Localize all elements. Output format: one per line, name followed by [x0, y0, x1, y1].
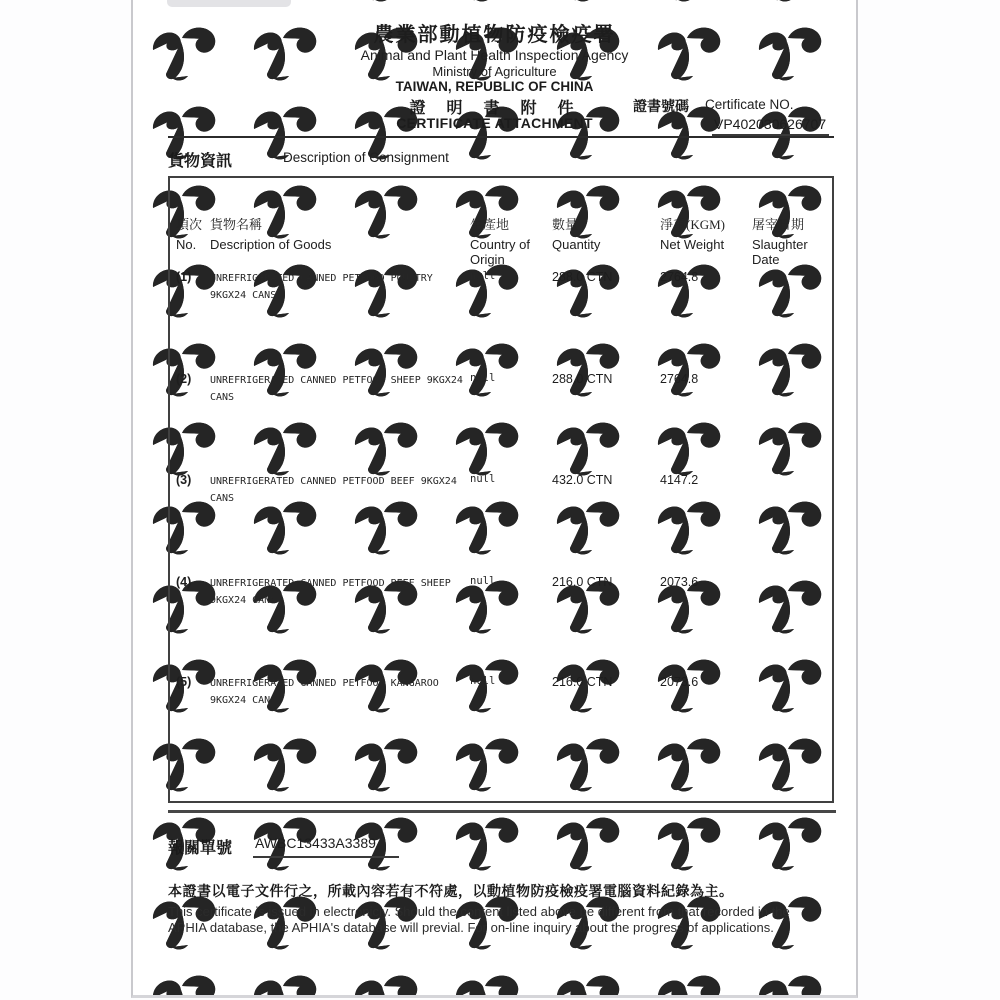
- header-divider-rule: [168, 136, 834, 138]
- country-of-origin: null: [470, 372, 496, 384]
- goods-line1: UNREFRIGERATED CANNED PETFOOD BEEF 9KGX24: [210, 476, 457, 487]
- scan-edge-tab: [167, 0, 291, 7]
- footer-note-en-line2: APHIA database, the APHIA's database will previal. For on-line inquiry about the progress of applications.: [168, 920, 774, 935]
- column-header-net-weight: [660, 214, 750, 252]
- agency-title-zh: 農業部動植物防疫檢疫署: [373, 24, 616, 46]
- consignment-label-zh: 貨物資訊: [168, 153, 233, 170]
- net-weight: 2073.6: [660, 675, 699, 689]
- column-header-quantity-zh: 數量: [552, 217, 579, 232]
- certificate-no-label-en: Certificate NO.: [705, 97, 794, 112]
- column-header-origin-en: Country of Origin: [470, 237, 530, 267]
- column-header-slaughter-date-en: Slaughter Date: [752, 237, 808, 267]
- ministry-line: Ministry of Agriculture: [432, 64, 557, 79]
- column-header-no: [176, 214, 210, 252]
- goods-line2: 9KGX24 CANS: [210, 290, 277, 301]
- column-header-slaughter-date-zh: 屠宰日期: [752, 217, 805, 232]
- goods-description: [210, 372, 470, 406]
- row-no: (1): [176, 270, 192, 284]
- goods-line1: UNREFRIGERATED CANNED PETFOOD SHEEP 9KGX24: [210, 375, 463, 386]
- doc-type-en: CERTIFICATE ATTACHMENT: [396, 115, 593, 131]
- goods-line2: CANS: [210, 493, 235, 504]
- net-weight: 4147.2: [660, 473, 699, 487]
- column-header-no-en: No.: [176, 237, 197, 252]
- column-header-net-weight-en: Net Weight: [660, 237, 725, 252]
- column-header-origin-zh: 生產地: [470, 217, 510, 232]
- quantity: 288.0 CTN: [552, 372, 613, 386]
- quantity: 432.0 CTN: [552, 473, 613, 487]
- country-of-origin: null: [470, 270, 496, 282]
- quantity: 216.0 CTN: [552, 675, 613, 689]
- agency-title-en: Animal and Plant Health Inspection Agency: [360, 47, 629, 63]
- certificate-no-value: VP402030626707: [712, 116, 829, 136]
- row-no: (4): [176, 575, 192, 589]
- declaration-no-value: AWBC13433A3389: [253, 835, 399, 858]
- column-header-quantity: [552, 214, 652, 252]
- goods-description: [210, 270, 470, 304]
- column-header-origin: [470, 214, 550, 267]
- quantity: 216.0 CTN: [552, 575, 613, 589]
- goods-line2: 9KGX24 CANS: [210, 595, 277, 606]
- column-header-net-weight-zh: 淨重(KGM): [660, 217, 725, 232]
- certificate-page: [131, 0, 858, 998]
- certificate-no-label-zh: 證書號碼: [633, 100, 689, 115]
- goods-description: [210, 675, 470, 709]
- net-weight: 2764.8: [660, 372, 699, 386]
- goods-description: [210, 473, 470, 507]
- country-of-origin: null: [470, 675, 496, 687]
- goods-line1: UNREFRIGERATED CANNED PETFOOD POULTRY: [210, 273, 433, 284]
- doc-type-zh: 證 明 書 附 件: [409, 100, 580, 117]
- goods-description: [210, 575, 470, 609]
- goods-line2: 9KGX24 CANS: [210, 695, 277, 706]
- column-header-goods-zh: 貨物名稱: [210, 217, 263, 232]
- country-of-origin: null: [470, 473, 496, 485]
- net-weight: 2764.8: [660, 270, 699, 284]
- section-divider-rule: [168, 810, 836, 813]
- column-header-slaughter-date: [752, 214, 828, 267]
- row-no: (3): [176, 473, 192, 487]
- goods-line1: UNREFRIGERATED CANNED PETFOOD KANGAROO: [210, 678, 439, 689]
- column-header-goods-en: Description of Goods: [210, 237, 332, 252]
- row-no: (2): [176, 372, 192, 386]
- footer-note-en-line1: This certificate is issued in electronicly. Should the content listed above be different from that recorded in the: [168, 904, 790, 919]
- country-line: TAIWAN, REPUBLIC OF CHINA: [395, 79, 594, 94]
- country-of-origin: null: [470, 575, 496, 587]
- consignment-label-en: Description of Consignment: [283, 150, 449, 165]
- column-header-no-zh: 項次: [176, 217, 203, 232]
- goods-line2: CANS: [210, 392, 235, 403]
- consignment-table: [168, 176, 834, 803]
- goods-line1: UNREFRIGERATED CANNED PETFOOD BEEF SHEEP: [210, 578, 451, 589]
- quantity: 288.0 CTN: [552, 270, 613, 284]
- net-weight: 2073.6: [660, 575, 699, 589]
- column-header-goods: [210, 214, 470, 252]
- row-no: (5): [176, 675, 192, 689]
- footer-note-zh: 本證書以電子文件行之，所載內容若有不符處，以動植物防疫檢疫署電腦資料紀錄為主。: [168, 885, 734, 900]
- declaration-no-label: 報關單號: [168, 840, 233, 857]
- column-header-quantity-en: Quantity: [552, 237, 601, 252]
